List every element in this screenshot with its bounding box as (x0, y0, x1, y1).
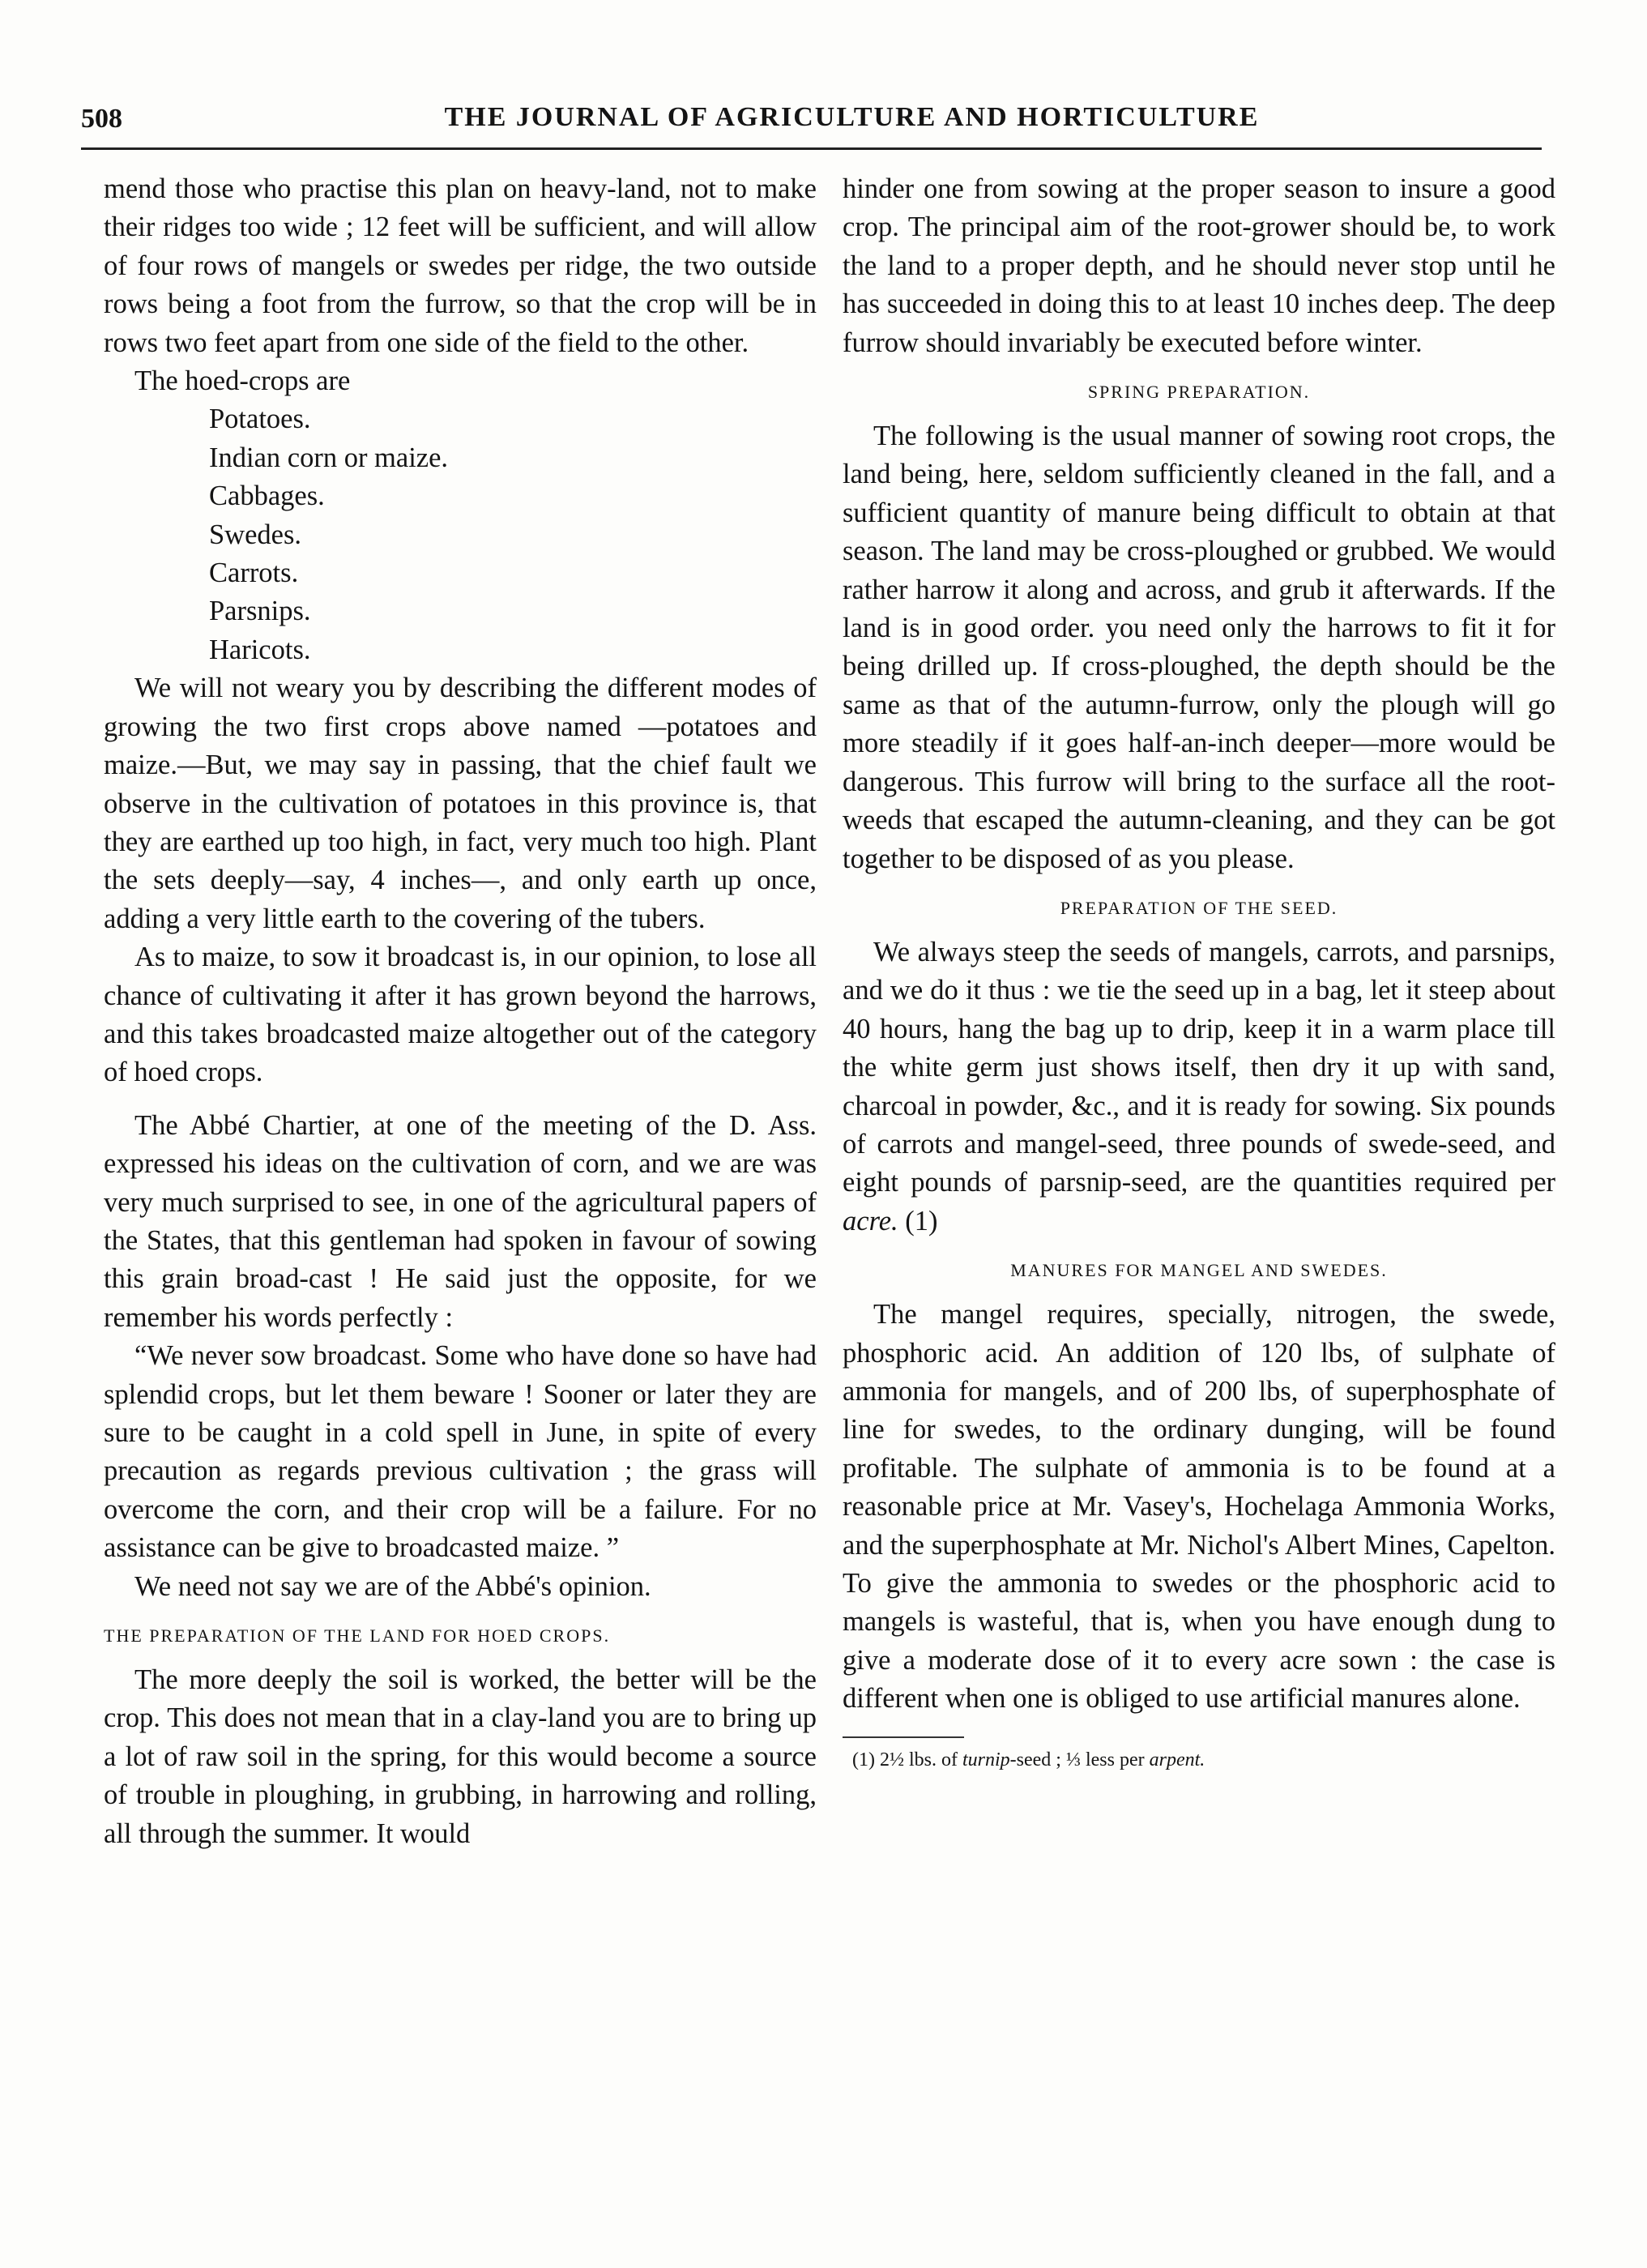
paragraph: mend those who practise this plan on heavy-land, not to make their ridges too wide ; 12 feet will be sufficient, and will allow of four rows of mangels or swedes per ridge, the two outside rows being a foot from the furrow, so that the crop will be in rows two feet apart from one side of the field to the other. (104, 173, 817, 358)
footnote-text: 2½ lbs. of (879, 1749, 958, 1770)
paragraph: The more deeply the soil is worked, the better will be the crop. This does not mean that in a clay-land you are to bring up a lot of raw soil in the spring, for this would become a source of trouble in ploughing, in grubbing, in harrowing and rolling, all through the summer. It would (104, 1664, 817, 1849)
paragraph: As to maize, to sow it broadcast is, in our opinion, to lose all chance of cultivating it after it has grown beyond the harrows, and this takes broadcasted maize altogether out of the category of hoed crops. (104, 942, 817, 1088)
footnote-italic: turnip (962, 1749, 1010, 1770)
list-intro: The hoed-crops are (134, 365, 351, 397)
paragraph: The mangel requires, specially, nitrogen, the swede, phosphoric acid. An addition of 120 lbs, of sulphate of ammonia for mangels, and of 200 lbs, of superphosphate of line for swedes, to the ordinary dunging, will be found profitable. The sulphate of ammonia is to be found at a reasonable price at Mr. Vasey's, Hochelaga Ammonia Works, and the superphosphate at Mr. Nichol's Albert Mines, Capelton. To give the ammonia to swedes or the phosphoric acid to mangels is wasteful, that is, when you have enough dung to give a moderate dose of it to every acre sown : the case is different when one is obliged to use artificial manures alone. (843, 1299, 1555, 1715)
list-item: Indian corn or maize. (209, 442, 449, 473)
italic-word: acre. (843, 1205, 898, 1237)
list-item: Carrots. (209, 557, 299, 589)
section-heading: MANURES FOR MANGEL AND SWEDES. (1010, 1260, 1388, 1281)
paragraph: We will not weary you by describing the different modes of growing the two first crops above named —potatoes and maize.—But, we may say in passing, that the chief fault we observe in the cultivation of potatoes in this province is, that they are earthed up too high, in fact, very much too high. Plant the sets deeply—say, 4 inches—, and only earth up once, adding a very little earth to the covering of the tubers. (104, 673, 817, 934)
header-rule (81, 147, 1542, 150)
right-column (843, 170, 1555, 1772)
block-quote: “We never sow broadcast. Some who have done so have had splendid crops, but let them beware ! Sooner or later they are sure to be caught in a cold spell in June, in spite of every precaution as regards previous cultivation ; the grass will overcome the corn, and their crop will be a failure. For no assistance can be give to broadcasted maize. ” (104, 1340, 817, 1564)
list-item: Swedes. (209, 519, 302, 550)
footnote-italic: arpent. (1149, 1749, 1205, 1770)
paragraph-text: We always steep the seeds of mangels, carrots, and parsnips, and we do it thus : we tie the seed up in a bag, let it steep about 40 hours, hang the bag up to drip, keep it in a warm place till the white germ just shows itself, then dry it up with sand, charcoal in powder, &c., and it is ready for sowing. Six pounds of carrots and mangel-seed, three pounds of swede-seed, and eight pounds of parsnip-seed, are the quantities required per (843, 936, 1555, 1198)
list-item: Parsnips. (209, 596, 311, 627)
list-item: Cabbages. (209, 481, 325, 512)
section-heading: PREPARATION OF THE SEED. (1060, 897, 1338, 918)
footnote (852, 1748, 1555, 1772)
footnote-rule (843, 1736, 964, 1738)
list-item: Haricots. (209, 634, 311, 665)
section-heading: THE PREPARATION OF THE LAND FOR HOED CROPS. (104, 1625, 611, 1647)
section-heading: SPRING PREPARATION. (1087, 382, 1311, 403)
paragraph: The following is the usual manner of sowing root crops, the land being, here, seldom sufficiently cleaned in the fall, and a sufficient quantity of manure being difficult to obtain at that season. The land may be cross-ploughed or grubbed. We would rather harrow it along and across, and grub it afterwards. If the land is in good order. you need only the harrows to fit it for being drilled up. If cross-ploughed, the depth should be the same as that of the autumn-furrow, only the plough will go more steadily if it goes half-an-inch deeper—more would be dangerous. This furrow will bring to the surface all the root-weeds that escaped the autumn-cleaning, and they can be got together to be disposed of as you please. (843, 421, 1555, 874)
footnote-text: -seed ; ⅓ less per (1009, 1749, 1145, 1770)
paragraph: The Abbé Chartier, at one of the meeting of the D. Ass. expressed his ideas on the cultivation of corn, and we are was very much surprised to see, in one of the agricultural papers of the States, that this gentleman had spoken in favour of sowing this grain broad-cast ! He said just the opposite, for we remember his words perfectly : (104, 1109, 817, 1333)
left-column (104, 170, 817, 1853)
paragraph (843, 933, 1555, 1241)
footnote-marker: (1) (852, 1749, 875, 1770)
page-number: 508 (81, 104, 122, 134)
running-head: THE JOURNAL OF AGRICULTURE AND HORTICULTURE (444, 102, 1260, 132)
paragraph: We need not say we are of the Abbé's opinion. (134, 1570, 651, 1602)
hoed-crops-list (209, 400, 817, 669)
list-item: Potatoes. (209, 404, 311, 435)
paragraph: hinder one from sowing at the proper season to insure a good crop. The principal aim of the root-grower should be, to work the land to a proper depth, and he should never stop until he has succeeded in doing this to at least 10 inches deep. The deep furrow should invariably be executed before winter. (843, 173, 1555, 358)
footnote-ref: (1) (905, 1205, 938, 1237)
